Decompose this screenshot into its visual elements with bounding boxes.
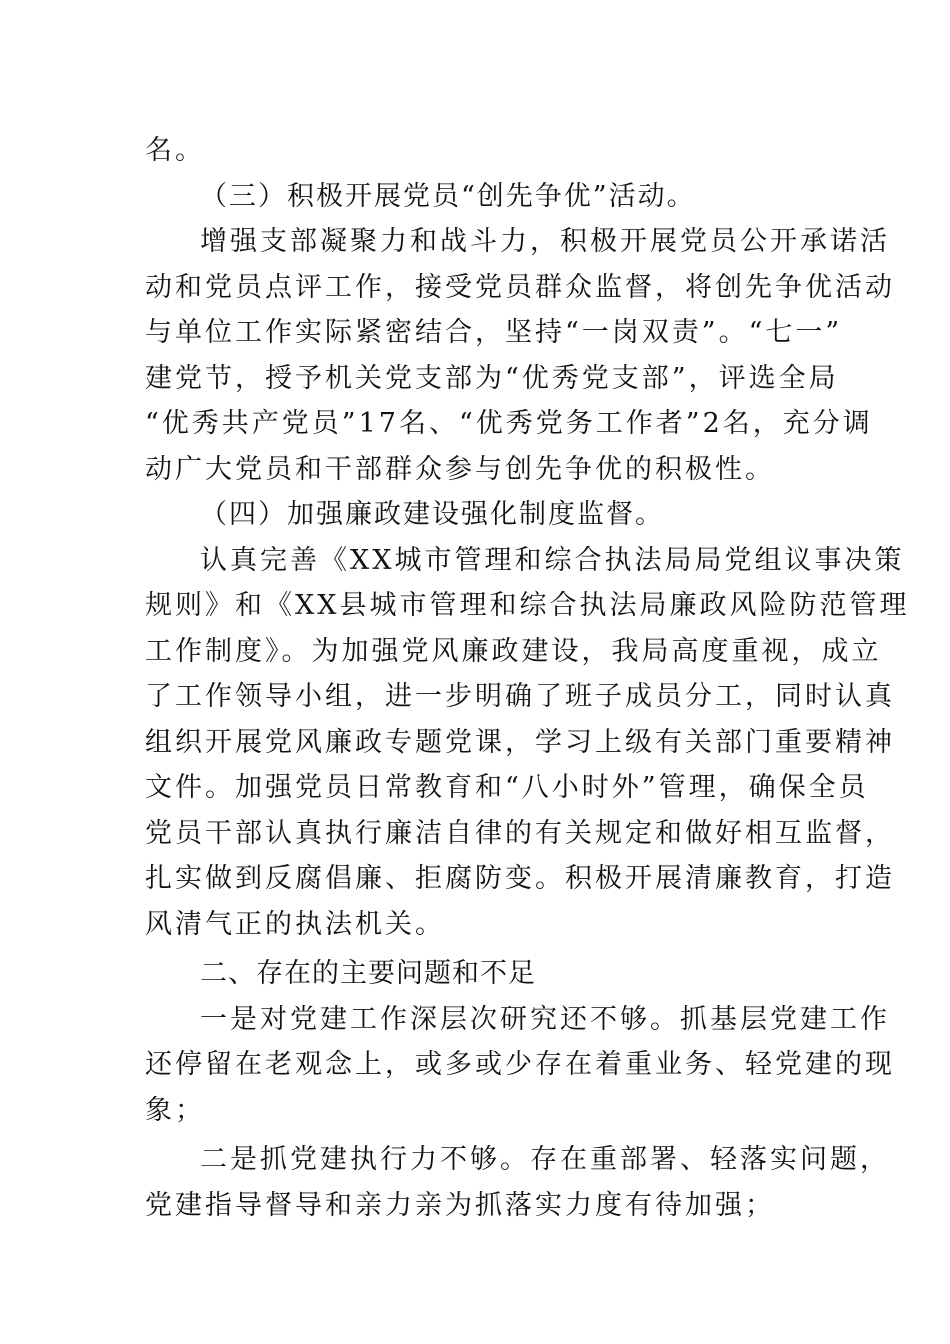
paragraph-section-4 <box>145 538 910 948</box>
paragraph-line: 与单位工作实际紧密结合，坚持“一岗双责”。“七一” <box>145 317 843 348</box>
paragraph-line: 动和党员点评工作，接受党员群众监督，将创先争优活动 <box>145 271 895 303</box>
paragraph-line: 工作制度》。为加强党风廉政建设，我局高度重视，成立 <box>145 635 882 667</box>
paragraph-line: 二是抓党建执行力不够。存在重部署、轻落实问题， <box>200 1144 890 1175</box>
document-page <box>145 128 910 1228</box>
paragraph-line: 增强支部凝聚力和战斗力，积极开展党员公开承诺活 <box>200 226 890 257</box>
paragraph-continuation-line: 名。 <box>145 135 205 166</box>
paragraph-line: 扎实做到反腐倡廉、拒腐防变。积极开展清廉教育，打造 <box>145 863 895 894</box>
part-heading-2: 二、存在的主要问题和不足 <box>200 958 536 989</box>
paragraph-line: 认真完善《XX城市管理和综合执法局局党组议事决策 <box>200 544 905 576</box>
paragraph-line: 规则》和《XX县城市管理和综合执法局廉政风险防范管理 <box>145 590 910 621</box>
paragraph-line: 还停留在老观念上，或多或少存在着重业务、轻党建的现 <box>145 1049 895 1080</box>
paragraph-line: 象； <box>145 1094 205 1126</box>
section-heading-3: （三）积极开展党员“创先争优”活动。 <box>200 180 696 212</box>
paragraph-line: 党建指导督导和亲力亲为抓落实力度有待加强； <box>145 1189 775 1221</box>
paragraph-line: 风清气正的执法机关。 <box>145 908 445 940</box>
paragraph-line: 党员干部认真执行廉洁自律的有关规定和做好相互监督， <box>145 817 895 849</box>
paragraph-problem-1 <box>145 997 895 1134</box>
paragraph-line: 文件。加强党员日常教育和“八小时外”管理，确保全员 <box>145 772 869 803</box>
paragraph-problem-2 <box>145 1137 890 1228</box>
paragraph-line: 动广大党员和干部群众参与创先争优的积极性。 <box>145 453 775 485</box>
paragraph-line: 一是对党建工作深层次研究还不够。抓基层党建工作 <box>200 1003 890 1035</box>
paragraph-line: 组织开展党风廉政专题党课，学习上级有关部门重要精神 <box>145 726 895 758</box>
paragraph-line: 建党节，授予机关党支部为“优秀党支部”，评选全局 <box>145 362 839 394</box>
paragraph-line: “优秀共产党员”17名、“优秀党务工作者”2名，充分调 <box>145 408 873 439</box>
paragraph-line: 了工作领导小组，进一步明确了班子成员分工，同时认真 <box>145 681 895 712</box>
section-heading-4: （四）加强廉政建设强化制度监督。 <box>200 499 664 530</box>
paragraph-section-3 <box>145 219 895 492</box>
